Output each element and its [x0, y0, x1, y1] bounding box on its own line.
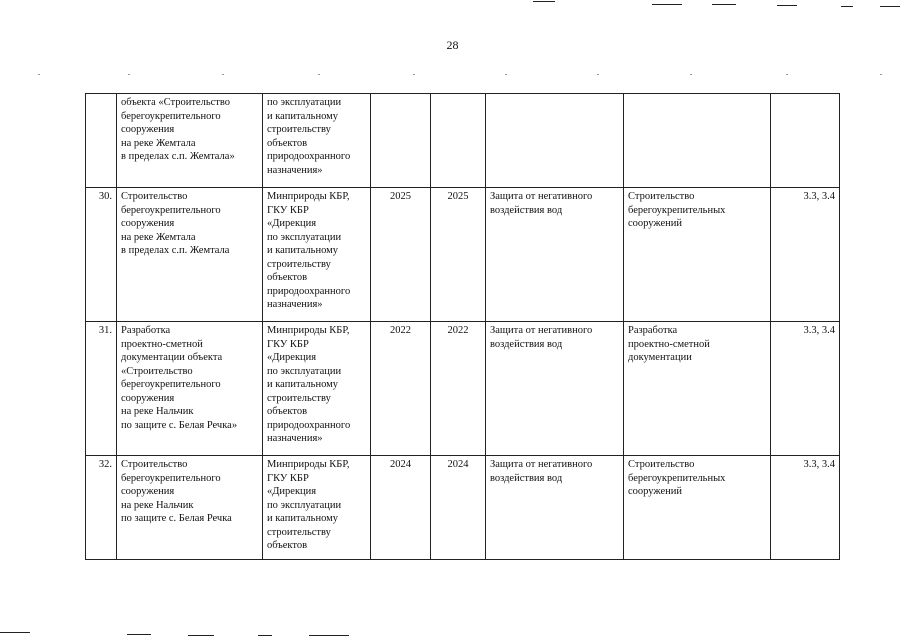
cell-line: в пределах с.п. Жемтала	[121, 245, 230, 256]
cell-number	[86, 94, 117, 188]
cell-line: объектов	[267, 272, 308, 283]
cell-start-year	[371, 94, 431, 188]
scan-mark-top	[777, 5, 797, 6]
cell-line: берегоукрепительного	[121, 379, 221, 390]
cell-line: Строительство	[628, 191, 695, 202]
cell-measure-name	[117, 94, 263, 188]
cell-line: строительству	[267, 392, 331, 404]
cell-line: Защита от негативного	[490, 191, 593, 202]
scan-dot	[222, 74, 224, 75]
cell-line: «Дирекция	[267, 352, 317, 363]
cell-direction	[486, 188, 624, 322]
scan-mark-bottom	[309, 635, 349, 636]
cell-start-year: 2025	[371, 188, 431, 322]
cell-line: назначения»	[267, 164, 323, 176]
cell-line: и капитальному	[267, 245, 339, 256]
table-row	[86, 322, 840, 456]
cell-line: сооружения	[121, 392, 175, 404]
scan-mark-bottom	[127, 634, 151, 635]
scan-mark-bottom	[188, 635, 214, 636]
cell-line: Защита от негативного	[490, 325, 593, 336]
cell-line: сооружений	[628, 218, 683, 229]
cell-line: сооружения	[121, 486, 175, 497]
cell-line: берегоукрепительных	[628, 204, 726, 216]
table-row	[86, 456, 840, 560]
cell-line: проектно-сметной	[628, 338, 710, 350]
measures-table	[85, 93, 840, 560]
cell-line: по эксплуатации	[267, 499, 342, 511]
cell-end-year: 2022	[431, 322, 486, 456]
cell-line: воздействия вод	[490, 472, 563, 484]
cell-executor	[263, 188, 371, 322]
cell-result	[624, 188, 771, 322]
scan-mark-top	[712, 4, 736, 5]
cell-line: «Строительство	[121, 365, 193, 377]
cell-line: на реке Нальчик	[121, 406, 194, 417]
cell-line: воздействия вод	[490, 338, 563, 350]
cell-line: объекта «Строительство	[121, 97, 230, 108]
cell-line: сооружения	[121, 218, 175, 229]
cell-line: проектно-сметной	[121, 338, 203, 350]
cell-line: на реке Жемтала	[121, 231, 196, 243]
page-number: 28	[446, 38, 459, 52]
scan-mark-top	[880, 6, 900, 7]
cell-line: объектов	[267, 137, 308, 149]
table-row	[86, 94, 840, 188]
table-body	[86, 94, 840, 560]
cell-line: природоохранного	[267, 151, 351, 162]
cell-line: берегоукрепительного	[121, 110, 221, 122]
cell-line: Защита от негативного	[490, 459, 593, 470]
cell-result	[624, 456, 771, 560]
cell-line: строительству	[267, 526, 331, 538]
cell-end-year: 2024	[431, 456, 486, 560]
cell-number: 32.	[86, 456, 117, 560]
scan-mark-bottom	[258, 635, 272, 636]
cell-line: берегоукрепительных	[628, 472, 726, 484]
cell-end-year: 2025	[431, 188, 486, 322]
scan-mark-bottom	[0, 632, 30, 633]
cell-measure-name	[117, 456, 263, 560]
cell-indicator	[771, 94, 840, 188]
cell-direction	[486, 322, 624, 456]
cell-executor	[263, 94, 371, 188]
table-row	[86, 188, 840, 322]
cell-measure-name	[117, 322, 263, 456]
cell-line: на реке Жемтала	[121, 137, 196, 149]
cell-line: «Дирекция	[267, 486, 317, 497]
cell-line: и капитальному	[267, 110, 339, 122]
cell-line: сооружения	[121, 124, 175, 135]
scan-dot	[128, 74, 130, 75]
scan-mark-top	[652, 4, 682, 5]
scan-dot	[318, 74, 320, 75]
scan-dot	[597, 74, 599, 75]
cell-line: природоохранного	[267, 419, 351, 431]
scan-dot	[786, 74, 788, 75]
cell-line: Минприроды КБР,	[267, 459, 350, 470]
cell-line: Строительство	[121, 191, 188, 202]
scan-mark-top	[533, 1, 555, 2]
cell-direction	[486, 456, 624, 560]
scan-dot	[690, 74, 692, 75]
cell-line: природоохранного	[267, 285, 351, 297]
cell-line: берегоукрепительного	[121, 204, 221, 216]
cell-executor	[263, 322, 371, 456]
cell-line: по эксплуатации	[267, 365, 342, 377]
cell-line: ГКУ КБР	[267, 204, 309, 216]
cell-measure-name	[117, 188, 263, 322]
cell-result	[624, 94, 771, 188]
scan-dot	[38, 74, 40, 75]
cell-line: ГКУ КБР	[267, 472, 309, 484]
cell-line: по защите с. Белая Речка	[121, 513, 232, 524]
cell-line: берегоукрепительного	[121, 472, 221, 484]
cell-line: документации объекта	[121, 352, 223, 363]
cell-line: по эксплуатации	[267, 231, 342, 243]
cell-start-year: 2022	[371, 322, 431, 456]
cell-start-year: 2024	[371, 456, 431, 560]
cell-line: и капитальному	[267, 379, 339, 390]
cell-number: 30.	[86, 188, 117, 322]
cell-line: в пределах с.п. Жемтала»	[121, 151, 235, 162]
scan-mark-top	[841, 6, 853, 7]
cell-line: Разработка	[628, 325, 678, 336]
cell-line: по защите с. Белая Речка»	[121, 419, 238, 431]
cell-line: ГКУ КБР	[267, 338, 309, 350]
cell-number: 31.	[86, 322, 117, 456]
cell-indicator: 3.3, 3.4	[771, 188, 840, 322]
cell-line: Минприроды КБР,	[267, 325, 350, 336]
cell-line: строительству	[267, 124, 331, 135]
cell-line: объектов	[267, 406, 308, 417]
scan-dot	[505, 74, 507, 75]
cell-line: назначения»	[267, 299, 323, 310]
scan-dot	[880, 74, 882, 75]
cell-line: объектов	[267, 540, 308, 551]
cell-line: сооружений	[628, 486, 683, 497]
cell-line: на реке Нальчик	[121, 499, 194, 511]
cell-line: Строительство	[121, 459, 188, 470]
cell-line: «Дирекция	[267, 218, 317, 229]
cell-line: Строительство	[628, 459, 695, 470]
cell-direction	[486, 94, 624, 188]
cell-line: и капитальному	[267, 513, 339, 524]
cell-line: Разработка	[121, 325, 171, 336]
cell-indicator: 3.3, 3.4	[771, 456, 840, 560]
cell-line: документации	[628, 352, 692, 363]
cell-line: Минприроды КБР,	[267, 191, 350, 202]
cell-end-year	[431, 94, 486, 188]
cell-line: назначения»	[267, 433, 323, 444]
cell-executor	[263, 456, 371, 560]
scan-dot	[413, 74, 415, 75]
cell-line: по эксплуатации	[267, 97, 342, 108]
cell-result	[624, 322, 771, 456]
cell-line: воздействия вод	[490, 204, 563, 216]
cell-indicator: 3.3, 3.4	[771, 322, 840, 456]
cell-line: строительству	[267, 258, 331, 270]
